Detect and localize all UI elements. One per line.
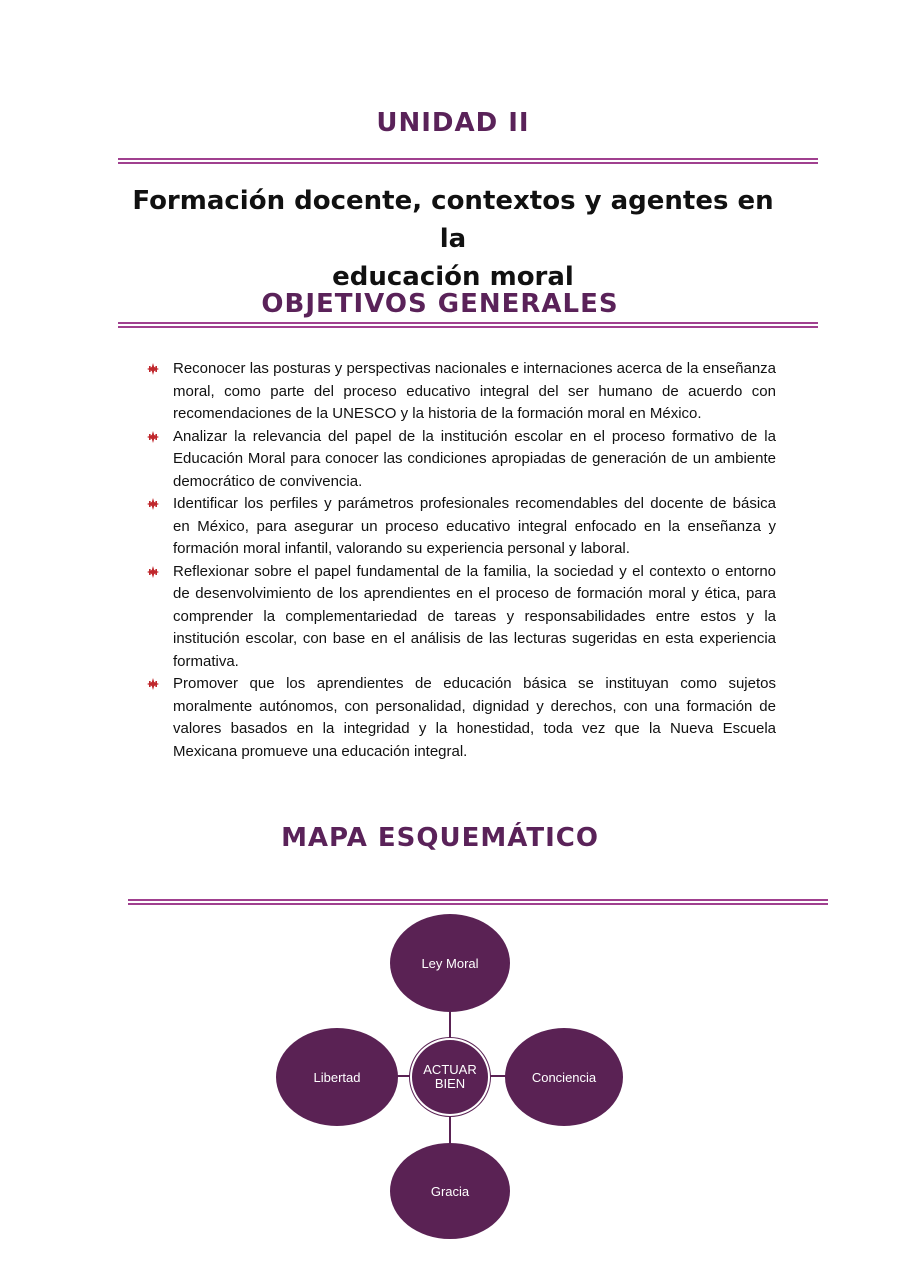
connector-line: [397, 1075, 411, 1077]
objective-text: Reflexionar sobre el papel fundamental de la familia, la sociedad y el contexto o entorno de desenvolvimiento de los aprendientes en el proceso de formación moral y ética, para comprender la complementariedad de tareas y responsabilidades entre estos y la institución escolar, con base en el análisis de las lecturas sugeridas en esta experiencia formativa.: [173, 562, 776, 670]
objective-text: Promover que los aprendientes de educación básica se instituyan como sujetos moralmente autónomos, con personalidad, dignidad y derechos, con una formación de valores basados en la integridad y la honestidad, toda vez que la Nueva Escuela Mexicana promueve una educación integral.: [173, 675, 776, 760]
node-libertad: Libertad: [276, 1028, 398, 1126]
connector-line: [449, 1011, 451, 1039]
node-conciencia: Conciencia: [505, 1028, 623, 1126]
objective-text: Reconocer las posturas y perspectivas nacionales e internaciones acerca de la enseñanza moral, como parte del proceso educativo integral del ser humano de acuerdo con recomendaciones de la UNESCO y la historia de la formación moral en México.: [173, 360, 776, 422]
node-gracia: Gracia: [390, 1143, 510, 1239]
node-actuar-bien: ACTUAR BIEN: [410, 1038, 490, 1116]
title-line-1: Formación docente, contextos y agentes en la: [132, 186, 774, 254]
objectives-heading: OBJETIVOS GENERALES: [261, 289, 619, 319]
connector-line: [490, 1075, 506, 1077]
node-ley-moral: Ley Moral: [390, 914, 510, 1012]
objective-text: Identificar los perfiles y parámetros profesionales recomendables del docente de básica en México, para asegurar un proceso educativo integral enfocado en la enseñanza y formación moral infantil, valorando su experiencia personal y laboral.: [173, 495, 776, 557]
objective-text: Analizar la relevancia del papel de la institución escolar en el proceso formativo de la Educación Moral para conocer las condiciones apropiadas de generación de un ambiente democrático de convivencia.: [173, 427, 776, 490]
unit-title: UNIDAD II: [376, 108, 530, 138]
map-heading: MAPA ESQUEMÁTICO: [281, 823, 599, 853]
title-line-2: educación moral: [332, 262, 574, 292]
connector-line: [449, 1117, 451, 1145]
